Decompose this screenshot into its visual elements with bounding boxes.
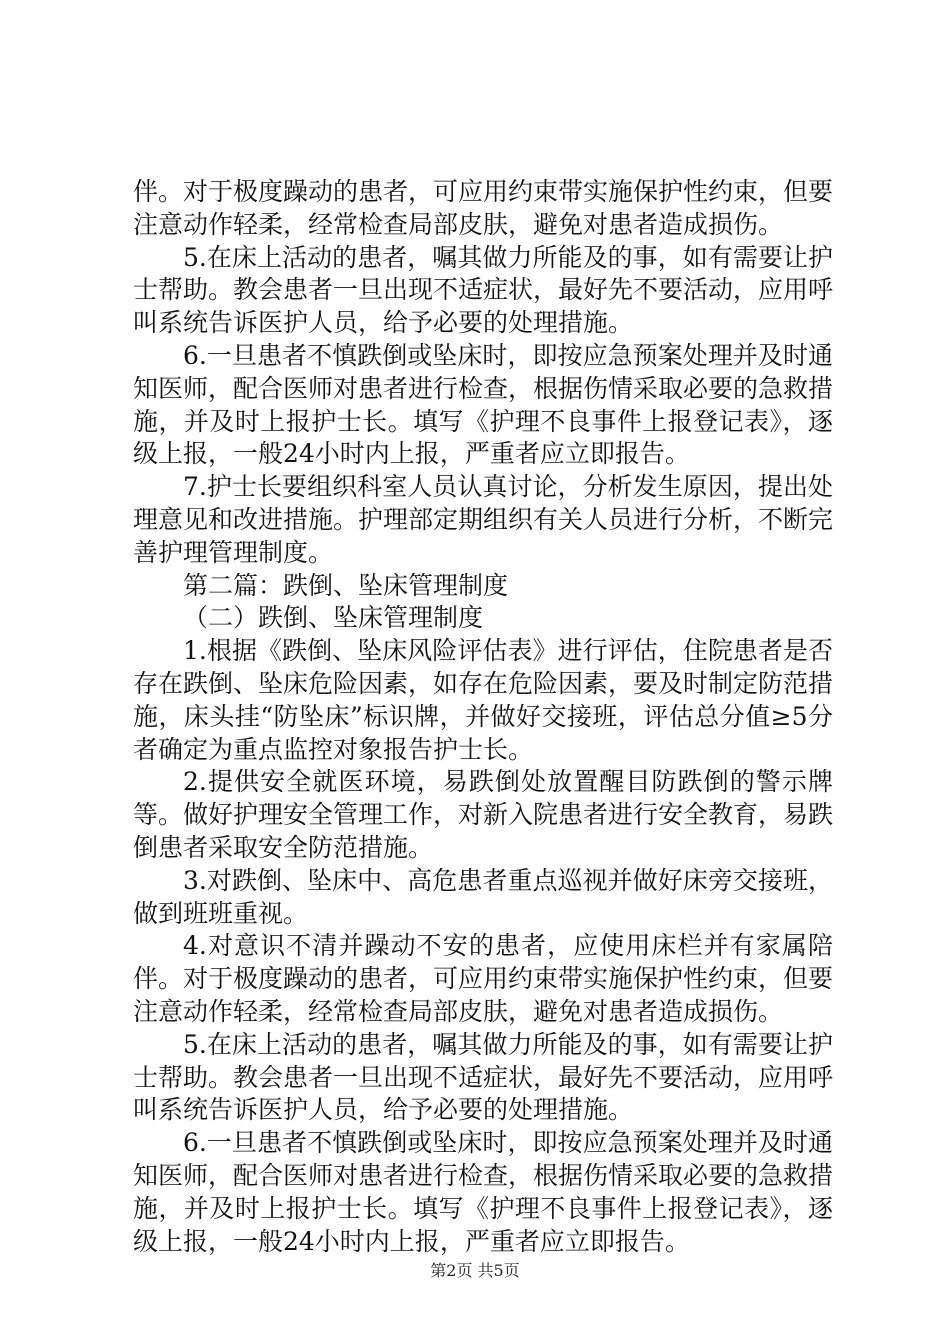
paragraph-3: 6.一旦患者不慎跌倒或坠床时，即按应急预案处理并及时通知医师，配合医师对患者进行检查，根据伤情采取必要的急救措施，并及时上报护士长。填写《护理不良事件上报登记表》，逐级上报，一般24小时内上报，严重者应立即报告。 [133,340,834,469]
paragraph-7: 1.根据《跌倒、坠床风险评估表》进行评估，住院患者是否存在跌倒、坠床危险因素，如存在危险因素，要及时制定防范措施，床头挂“防坠床”标识牌，并做好交接班，评估总分值≥5分者确定为重点监控对象报告护士长。 [133,636,834,764]
paragraph-1: 伴。对于极度躁动的患者，可应用约束带实施保护性约束，但要注意动作轻柔，经常检查局部皮肤，避免对患者造成损伤。 [133,177,834,239]
subsection-heading: （二）跌倒、坠床管理制度 [183,603,484,633]
paragraph-8: 2.提供安全就医环境，易跌倒处放置醒目防跌倒的警示牌等。做好护理安全管理工作，对新入院患者进行安全教育，易跌倒患者采取安全防范措施。 [133,767,834,862]
document-body [133,176,833,1258]
paragraph-10: 4.对意识不清并躁动不安的患者，应使用床栏并有家属陪伴。对于极度躁动的患者，可应用约束带实施保护性约束，但要注意动作轻柔，经常检查局部皮肤，避免对患者造成损伤。 [133,931,834,1026]
paragraph-2: 5.在床上活动的患者，嘱其做力所能及的事，如有需要让护士帮助。教会患者一旦出现不适症状，最好先不要活动，应用呼叫系统告诉医护人员，给予必要的处理措施。 [133,242,834,338]
paragraph-12: 6.一旦患者不慎跌倒或坠床时，即按应急预案处理并及时通知医师，配合医师对患者进行检查，根据伤情采取必要的急救措施，并及时上报护士长。填写《护理不良事件上报登记表》，逐级上报，一般24小时内上报，严重者应立即报告。 [133,1128,834,1256]
paragraph-9: 3.对跌倒、坠床中、高危患者重点巡视并做好床旁交接班，做到班班重视。 [133,865,833,928]
section-heading: 第二篇：跌倒、坠床管理制度 [183,570,509,600]
page-number-label: 第2页 共5页 [430,1261,520,1280]
page-footer [0,1258,950,1281]
paragraph-4: 7.护士长要组织科室人员认真讨论，分析发生原因，提出处理意见和改进措施。护理部定期组织有关人员进行分析，不断完善护理管理制度。 [133,472,834,567]
paragraph-11: 5.在床上活动的患者，嘱其做力所能及的事，如有需要让护士帮助。教会患者一旦出现不适症状，最好先不要活动，应用呼叫系统告诉医护人员，给予必要的处理措施。 [133,1029,834,1125]
